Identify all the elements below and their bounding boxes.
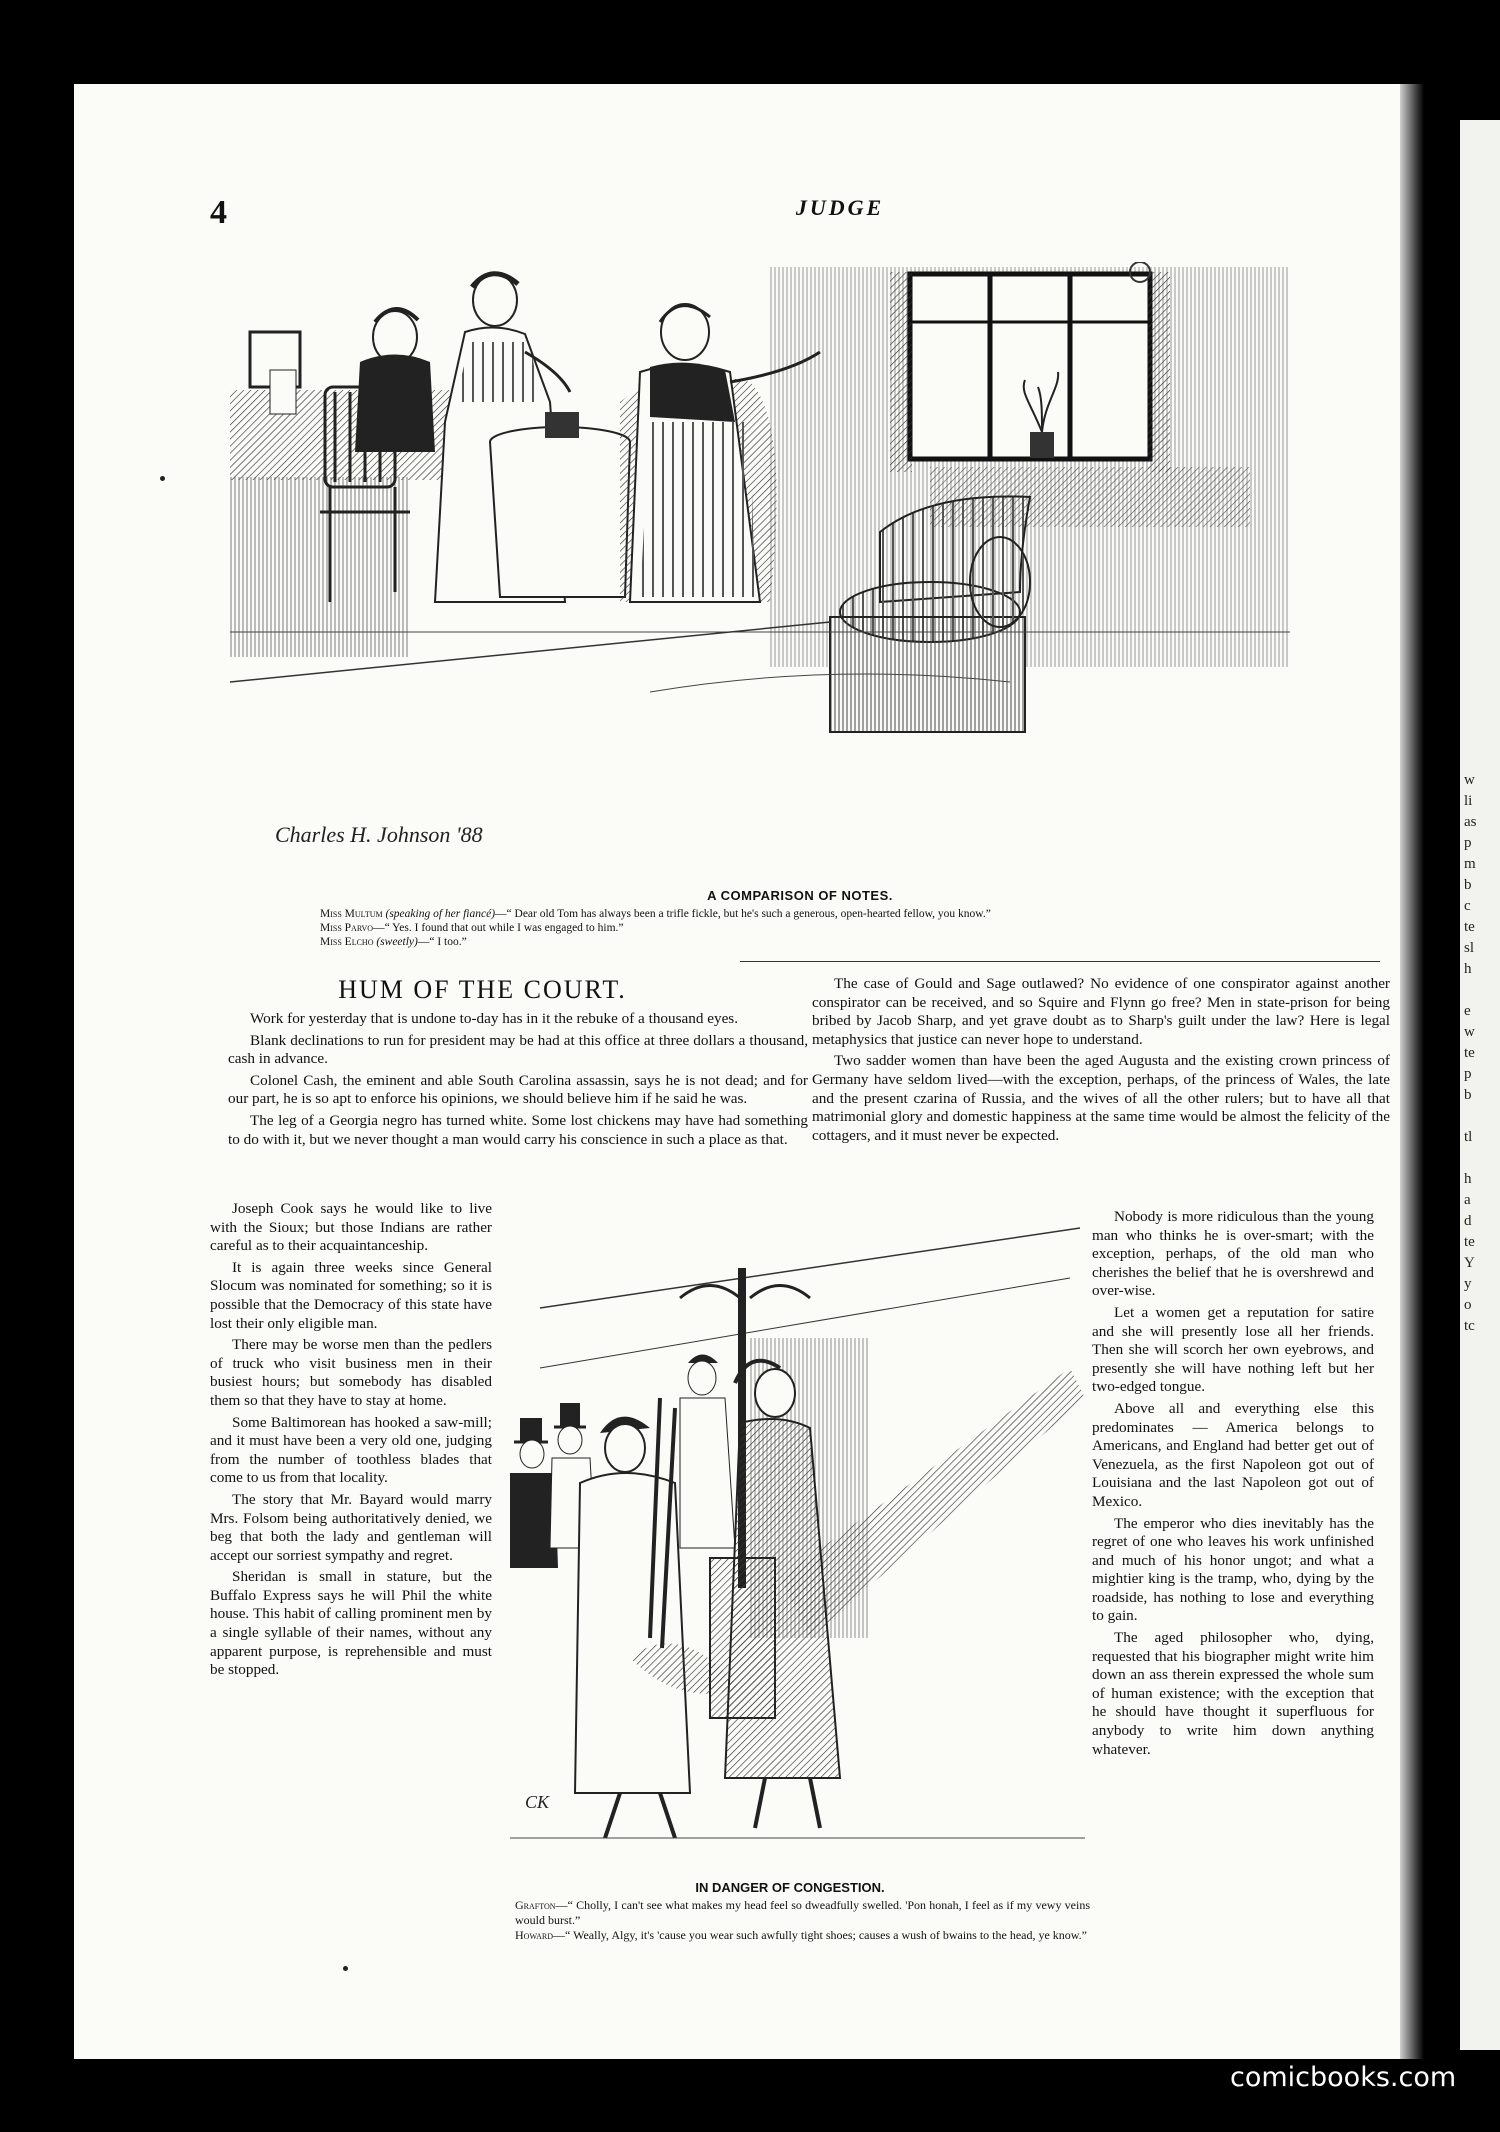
adjacent-page-text-fragment: p <box>1464 835 1472 851</box>
speaker-name: Miss Elcho <box>320 936 374 948</box>
paragraph: The story that Mr. Bayard would marry Mrs. Folsom being authoritatively denied, we beg that both the lady and gentleman will accept our sorriest sympathy and regret. <box>210 1490 492 1564</box>
paragraph: Nobody is more ridiculous than the young man who thinks he is over-smart; with the exception, perhaps, of the old man who cherishes the belief that he is overshrewd and over-wise. <box>1092 1208 1374 1300</box>
adjacent-page-text-fragment: y <box>1464 1276 1472 1292</box>
bottom-cartoon-dialogue <box>515 1898 1090 1943</box>
gentleman-bowler <box>680 1355 735 1549</box>
adjacent-page-text-fragment: o <box>1464 1297 1472 1313</box>
paragraph: Two sadder women than have been the aged Augusta and the existing crown princess of Germany have seldom lived—with the exception, perhaps, of the princess of Wales, the late and the present czarina of Russia, and the wives of all the other rulers; but to have all that matrimonial glory and domestic happiness at the same time would be almost the felicity of the cottagers, and it must never be expected. <box>812 1052 1390 1144</box>
paragraph: Let a women get a reputation for satire and she will presently lose all her friends. Then she will scorch her own eyebrows, and presently she will have nothing left but her two-edged tongue. <box>1092 1303 1374 1396</box>
tea-table <box>490 412 630 597</box>
dialogue-line: Grafton—“ Cholly, I can't see what makes my head feel so dweadfully swelled. 'Pon honah, I feel as if my vewy veins would burst.” <box>515 1898 1090 1927</box>
article-headline: HUM OF THE COURT. <box>338 975 627 1004</box>
adjacent-page-text-fragment: w <box>1464 772 1475 788</box>
gentleman-grafton <box>575 1398 690 1838</box>
paragraph: Colonel Cash, the eminent and able South Carolina assassin, says he is not dead; and for our part, he is so apt to enforce his opinions, we should believe him if he said he was. <box>228 1071 808 1108</box>
print-speck <box>160 476 165 481</box>
adjacent-page-text-fragment: b <box>1464 877 1472 893</box>
watermark-text: comicbooks.com <box>1230 2062 1457 2093</box>
paragraph: It is again three weeks since General Slocum was nominated for something; so it is possible that the Democracy of this state have lost their only eligible man. <box>210 1258 492 1332</box>
adjacent-page-text-fragment: p <box>1464 1066 1472 1082</box>
paragraph: Work for yesterday that is undone to-day has in it the rebuke of a thousand eyes. <box>250 1010 739 1027</box>
page-number: 4 <box>210 194 227 231</box>
adjacent-page-text-fragment: h <box>1464 1171 1472 1187</box>
paragraph: The emperor who dies inevitably has the regret of one who leaves his work unfinished and much of his honor ungot; and what a mightier king is the tramp, who, dying by the roadside, has nothing to lose and everything to gain. <box>1092 1514 1374 1625</box>
print-speck <box>343 1966 348 1971</box>
dialogue-line: Miss Elcho (sweetly)—“ I too.” <box>320 936 467 948</box>
speaker-name: Miss Multum <box>320 908 383 920</box>
adjacent-page-text-fragment: tl <box>1464 1129 1473 1145</box>
top-cartoon-caption: A COMPARISON OF NOTES. <box>707 888 893 903</box>
adjacent-page-text-fragment: tc <box>1464 1318 1475 1334</box>
paragraph: Some Baltimorean has hooked a saw-mill; and it must have been a very old one, judging from the number of toothless blades that come to us from that locality. <box>210 1413 492 1487</box>
top-cartoon-dialogue <box>320 907 1310 949</box>
paragraph: Blank declinations to run for president may be had at this office at three dollars a thousand, cash in advance. <box>228 1031 808 1068</box>
adjacent-page-text-fragment: c <box>1464 898 1471 914</box>
page-spine-shadow <box>1400 84 1424 2059</box>
paragraph: The aged philosopher who, dying, requested that his biographer might write him down an ass therein expressed the whole sum of human existence; with the exception that he should have thought it superfluous for anybody to write him down anything whatever. <box>1092 1629 1374 1758</box>
adjacent-page-edge <box>1460 120 1500 2050</box>
paragraph: Sheridan is small in stature, but the Buffalo Express says he will Phil the white house. This habit of calling prominent men by a single syllable of their names, without any apparent purpose, is reprehensible and must be stopped. <box>210 1568 492 1679</box>
speaker-name: Howard <box>515 1928 553 1942</box>
section-divider <box>740 961 1380 962</box>
right-column-top <box>812 975 1390 1148</box>
bottom-cartoon-illustration <box>510 1218 1085 1873</box>
adjacent-page-text-fragment: te <box>1464 919 1475 935</box>
dialogue-line: Miss Multum (speaking of her fiancé)—“ Dear old Tom has always been a trifle fickle, but he's such a generous, open-hearted fellow, you know.” <box>320 908 991 920</box>
speaker-name: Grafton <box>515 1898 556 1912</box>
adjacent-page-text-fragment: a <box>1464 1192 1471 1208</box>
paragraph: Joseph Cook says he would like to live with the Sioux; but those Indians are rather careful as to their acquaintanceship. <box>210 1200 492 1255</box>
dialogue-line: Miss Parvo—“ Yes. I found that out while I was engaged to him.” <box>320 922 624 934</box>
right-column-narrow <box>1092 1208 1374 1762</box>
adjacent-page-text-fragment: Y <box>1464 1255 1475 1271</box>
paragraph: There may be worse men than the pedlers of truck who visit business men in their busiest hours; but somebody has disabled them so that they have to stay at home. <box>210 1336 492 1409</box>
left-column-top <box>228 1010 808 1152</box>
speaker-name: Miss Parvo <box>320 922 374 934</box>
adjacent-page-text-fragment: li <box>1464 793 1473 809</box>
adjacent-page-text-fragment: d <box>1464 1213 1472 1229</box>
adjacent-page-text-fragment: sl <box>1464 940 1475 956</box>
paragraph: The leg of a Georgia negro has turned white. Some lost chickens may have had something to do with it, but we never thought a man would carry his conscience in such a place as that. <box>228 1111 808 1148</box>
paragraph: The case of Gould and Sage outlawed? No evidence of one conspirator against another conspirator can be received, and so Squire and Flynn go free? Men in state-prison for being bribed by Jacob Sharp, and yet grave doubt as to Sharp's guilt under the law? Here is legal metaphysics that justice can never hope to understand. <box>812 975 1390 1048</box>
adjacent-page-text-fragment: w <box>1464 1024 1475 1040</box>
top-cartoon-illustration <box>230 262 1380 872</box>
adjacent-page-text-fragment: te <box>1464 1045 1475 1061</box>
paragraph: Above all and everything else this predominates — America belongs to Americans, and England had better get out of Venezuela, as the first Napoleon got out of Louisiana and the last Napoleon got out of Mexico. <box>1092 1399 1374 1510</box>
adjacent-page-text-fragment: h <box>1464 961 1472 977</box>
artist-signature: Charles H. Johnson '88 <box>275 822 483 847</box>
masthead-title: JUDGE <box>795 195 885 220</box>
adjacent-page-text-fragment: as <box>1464 814 1477 830</box>
adjacent-page-text-fragment: m <box>1464 856 1476 872</box>
adjacent-page-text-fragment: te <box>1464 1234 1475 1250</box>
adjacent-page-text-fragment: e <box>1464 1003 1471 1019</box>
left-column-narrow <box>210 1200 492 1683</box>
adjacent-page-text-fragment: b <box>1464 1087 1472 1103</box>
artist-monogram: CK <box>525 1792 550 1812</box>
bottom-cartoon-caption: IN DANGER OF CONGESTION. <box>695 1880 885 1895</box>
dialogue-line: Howard—“ Weally, Algy, it's 'cause you wear such awfully tight shoes; causes a wush of bwains to the head, ye know.” <box>515 1928 1088 1942</box>
